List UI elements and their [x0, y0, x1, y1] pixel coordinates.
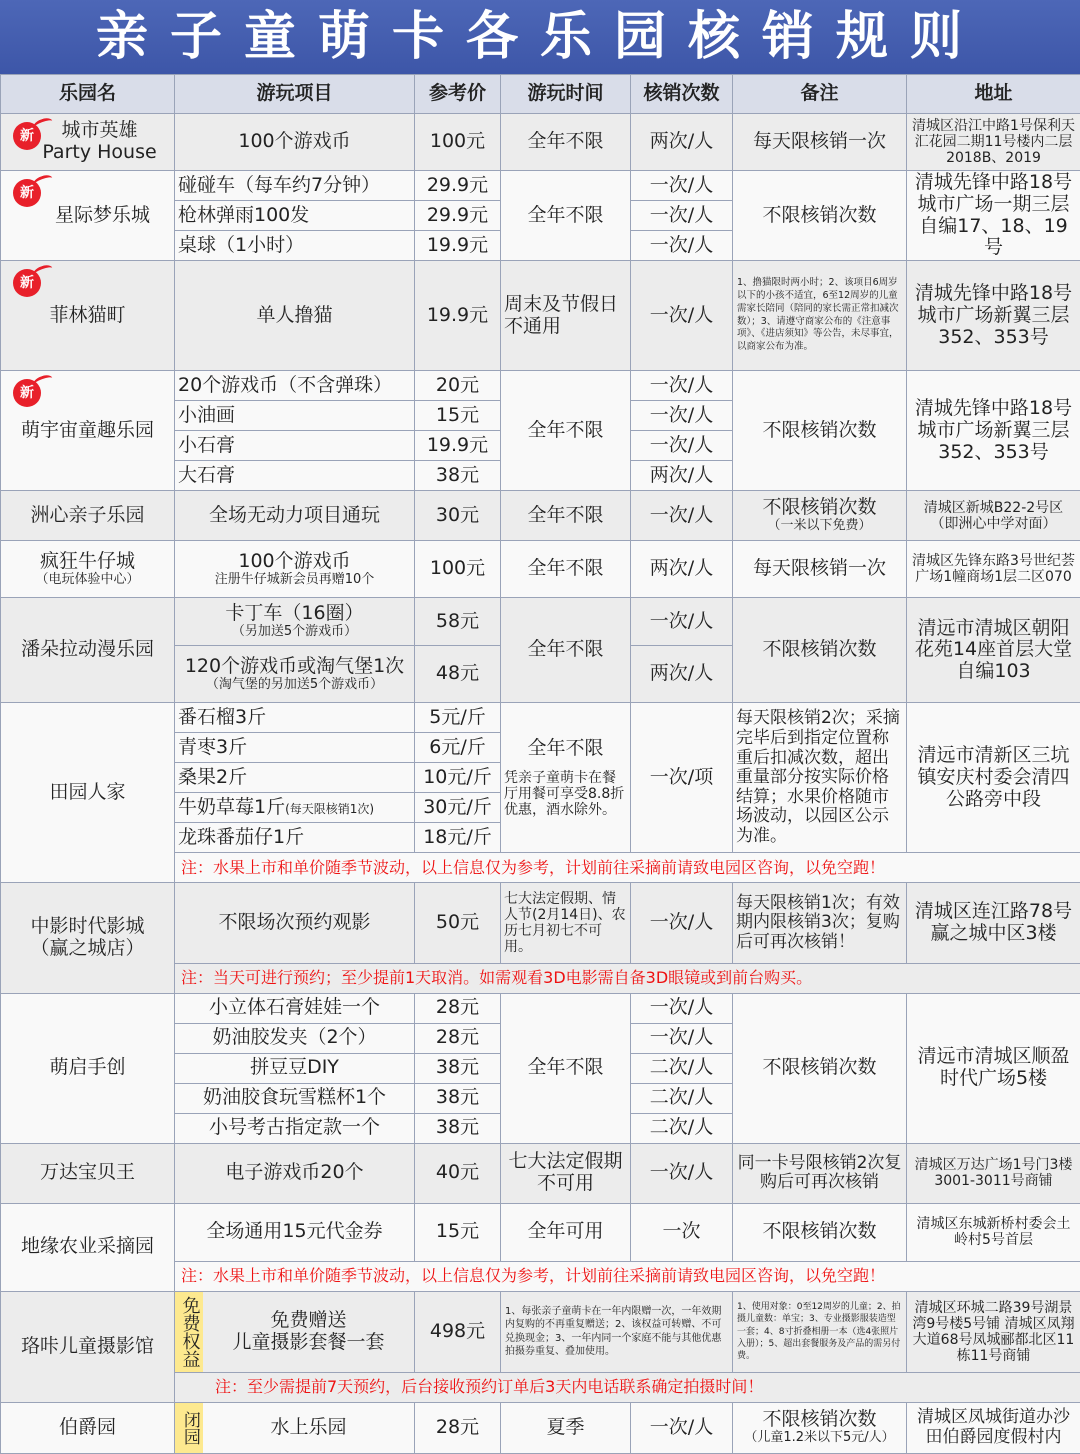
rules-table	[0, 74, 1080, 1454]
park-name: 萌启手创	[1, 993, 175, 1143]
col-address: 地址	[907, 75, 1080, 114]
table-row: 新 萌宇宙童趣乐园 20个游戏币（不含弹珠） 20元 全年不限 一次/人 不限核销次数 清城先锋中路18号城市广场新翼三层352、353号	[1, 371, 1080, 401]
table-row: 疯狂牛仔城 （电玩体验中心） 100个游戏币 注册牛仔城新会员再赠10个 100元 全年不限 两次/人 每天限核销一次 清城区先锋东路3号世纪荟广场1幢商场1层二区070	[1, 541, 1080, 598]
col-price: 参考价	[415, 75, 501, 114]
park-name: 疯狂牛仔城	[39, 549, 135, 572]
table-row: 桌球（1小时） 19.9元 一次/人	[1, 231, 1080, 261]
new-badge: 新	[13, 179, 41, 207]
table-row: 枪林弹雨100发 29.9元 一次/人	[1, 201, 1080, 231]
park-name: 潘朵拉动漫乐园	[1, 598, 175, 703]
note-text: 注：水果上市和单价随季节波动，以上信息仅为参考，计划前往采摘前请致电园区咨询，以免空跑！	[175, 853, 1080, 883]
park-name: 星际梦乐城	[54, 203, 150, 226]
table-row: 萌启手创 小立体石膏娃娃一个 28元 全年不限 一次/人 不限核销次数 清远市清城区顺盈时代广场5楼	[1, 993, 1080, 1023]
table-row: 大石膏 38元 两次/人	[1, 461, 1080, 491]
table-row: 珞咔儿童摄影馆 免费权益 免费赠送 儿童摄影套餐一套 498元 1、每张亲子童萌卡在一年内限赠一次，一年效期内复购的不再重复赠送；2、该权益可转赠、不可兑换现金；3、一年内同一个家庭不能与其他优惠拍摄券重复、叠加使用。 1、使用对象：0至12周岁的儿童；2、拍摄儿童数：单宝；3、专业摄影服装造型一套；4、8寸折叠相册一本（选4张照片入册）；5、超出套餐服务及产品的需另付费。 清城区环城二路39号湖景湾9号楼5号铺 清城区凤翔大道68号凤城郦都北区11栋11号商铺	[1, 1291, 1080, 1372]
table-row: 青枣3斤 6元/斤	[1, 733, 1080, 763]
header-row	[1, 75, 1080, 114]
park-name: 田园人家	[1, 703, 175, 883]
park-name: 新 城市英雄 Party House	[1, 114, 175, 171]
col-item: 游玩项目	[175, 75, 415, 114]
park-name: 珞咔儿童摄影馆	[1, 1291, 175, 1402]
table-row: 小油画 15元 一次/人	[1, 401, 1080, 431]
table-row: 田园人家 番石榴3斤 5元/斤 全年不限 凭亲子童萌卡在餐厅用餐可享受8.8折优惠，酒水除外。 一次/项 每天限核销2次；采摘完毕后到指定位置称重后扣减次数，超出重量部分按实际价格结算；水果价格随市场波动，以园区公示为准。 清远市清新区三坑镇安庆村委会清四公路旁中段	[1, 703, 1080, 733]
note-text: 注：当天可进行预约；至少提前1天取消。如需观看3D电影需自备3D眼镜或到前台购买。	[175, 963, 1080, 993]
table-row: 牛奶草莓1斤(每天限核销1次) 30元/斤	[1, 793, 1080, 823]
park-name: 萌宇宙童趣乐园	[20, 418, 154, 441]
page-title: 亲子童萌卡各乐园核销规则	[0, 0, 1080, 74]
table-row: 新 菲林猫町 单人撸猫 19.9元 周末及节假日不通用 一次/人 1、撸猫限时两小时；2、该项目6周岁以下的小孩不适宜，6至12周岁的儿童需家长陪同（陪同的家长需正常扣减次数）；3、请遵守商家公布的《注意事项》、《进店须知》等公告，未尽事宜，以商家公布为准。 清城先锋中路18号城市广场新翼三层352、353号	[1, 261, 1080, 371]
col-remark: 备注	[733, 75, 907, 114]
table-row: 小号考古指定款一个 38元 二次/人	[1, 1113, 1080, 1143]
col-count: 核销次数	[631, 75, 733, 114]
table-row: 龙珠番茄仔1斤 18元/斤	[1, 823, 1080, 853]
table-row: 伯爵园 闭园 水上乐园 28元 夏季 一次/人 不限核销次数 （儿童1.2米以下5元/人） 清城区凤城街道办沙田伯爵园度假村内	[1, 1402, 1080, 1453]
park-name: 万达宝贝王	[1, 1143, 175, 1203]
table-row: 拼豆豆DIY 38元 二次/人	[1, 1053, 1080, 1083]
table-row: 万达宝贝王 电子游戏币20个 40元 七大法定假期不可用 一次/人 同一卡号限核销2次复购后可再次核销 清城区万达广场1号门3楼3001-3011号商铺	[1, 1143, 1080, 1203]
park-name: 菲林猫町	[49, 303, 126, 326]
table-row: 奶油胶发夹（2个） 28元 一次/人	[1, 1023, 1080, 1053]
table-row: 新 星际梦乐城 碰碰车（每车约7分钟） 29.9元 全年不限 一次/人 不限核销次数 清城先锋中路18号城市广场一期三层自编17、18、19号	[1, 171, 1080, 201]
table-row: 新 城市英雄 Party House 100个游戏币 100元 全年不限 两次/人 每天限核销一次 清城区沿江中路1号保利天汇花园二期11号楼内二层2018B、2019	[1, 114, 1080, 171]
park-name: 伯爵园	[1, 1402, 175, 1453]
free-benefit-tag: 免费权益	[175, 1292, 203, 1372]
table-row: 中影时代影城 （赢之城店） 不限场次预约观影 50元 七大法定假期、情人节(2月14日)、农历七月初七不可用。 一次/人 每天限核销1次；有效期内限核销3次；复购后可再次核销！ 清城区连江路78号赢之城中区3楼	[1, 883, 1080, 963]
closed-tag: 闭园	[175, 1403, 203, 1453]
new-badge: 新	[13, 379, 41, 407]
table-row: 洲心亲子乐园 全场无动力项目通玩 30元 全年不限 一次/人 不限核销次数 （一米以下免费） 清城区新城B22-2号区（即洲心中学对面）	[1, 491, 1080, 541]
table-row: 桑果2斤 10元/斤	[1, 763, 1080, 793]
park-name: 洲心亲子乐园	[1, 491, 175, 541]
note-text: 注：至少需提前7天预约，后台接收预约订单后3天内电话联系确定拍摄时间！	[175, 1372, 1080, 1402]
park-name: 中影时代影城	[30, 915, 145, 938]
table-row: 120个游戏币或淘气堡1次 （淘气堡的另加送5个游戏币） 48元 两次/人	[1, 646, 1080, 703]
note-text: 注：水果上市和单价随季节波动，以上信息仅为参考，计划前往采摘前请致电园区咨询，以免空跑！	[175, 1261, 1080, 1291]
col-time: 游玩时间	[501, 75, 631, 114]
new-badge: 新	[13, 122, 41, 150]
table-row: 地缘农业采摘园 全场通用15元代金券 15元 全年可用 一次 不限核销次数 清城区东城新桥村委会土岭村5号首层	[1, 1203, 1080, 1261]
col-park-name: 乐园名	[1, 75, 175, 114]
table-row: 奶油胶食玩雪糕杯1个 38元 二次/人	[1, 1083, 1080, 1113]
table-row: 小石膏 19.9元 一次/人	[1, 431, 1080, 461]
table-row: 潘朵拉动漫乐园 卡丁车（16圈） （另加送5个游戏币） 58元 全年不限 一次/人 不限核销次数 清远市清城区朝阳花苑14座首层大堂自编103	[1, 598, 1080, 646]
new-badge: 新	[13, 269, 41, 297]
park-name: 地缘农业采摘园	[1, 1203, 175, 1291]
